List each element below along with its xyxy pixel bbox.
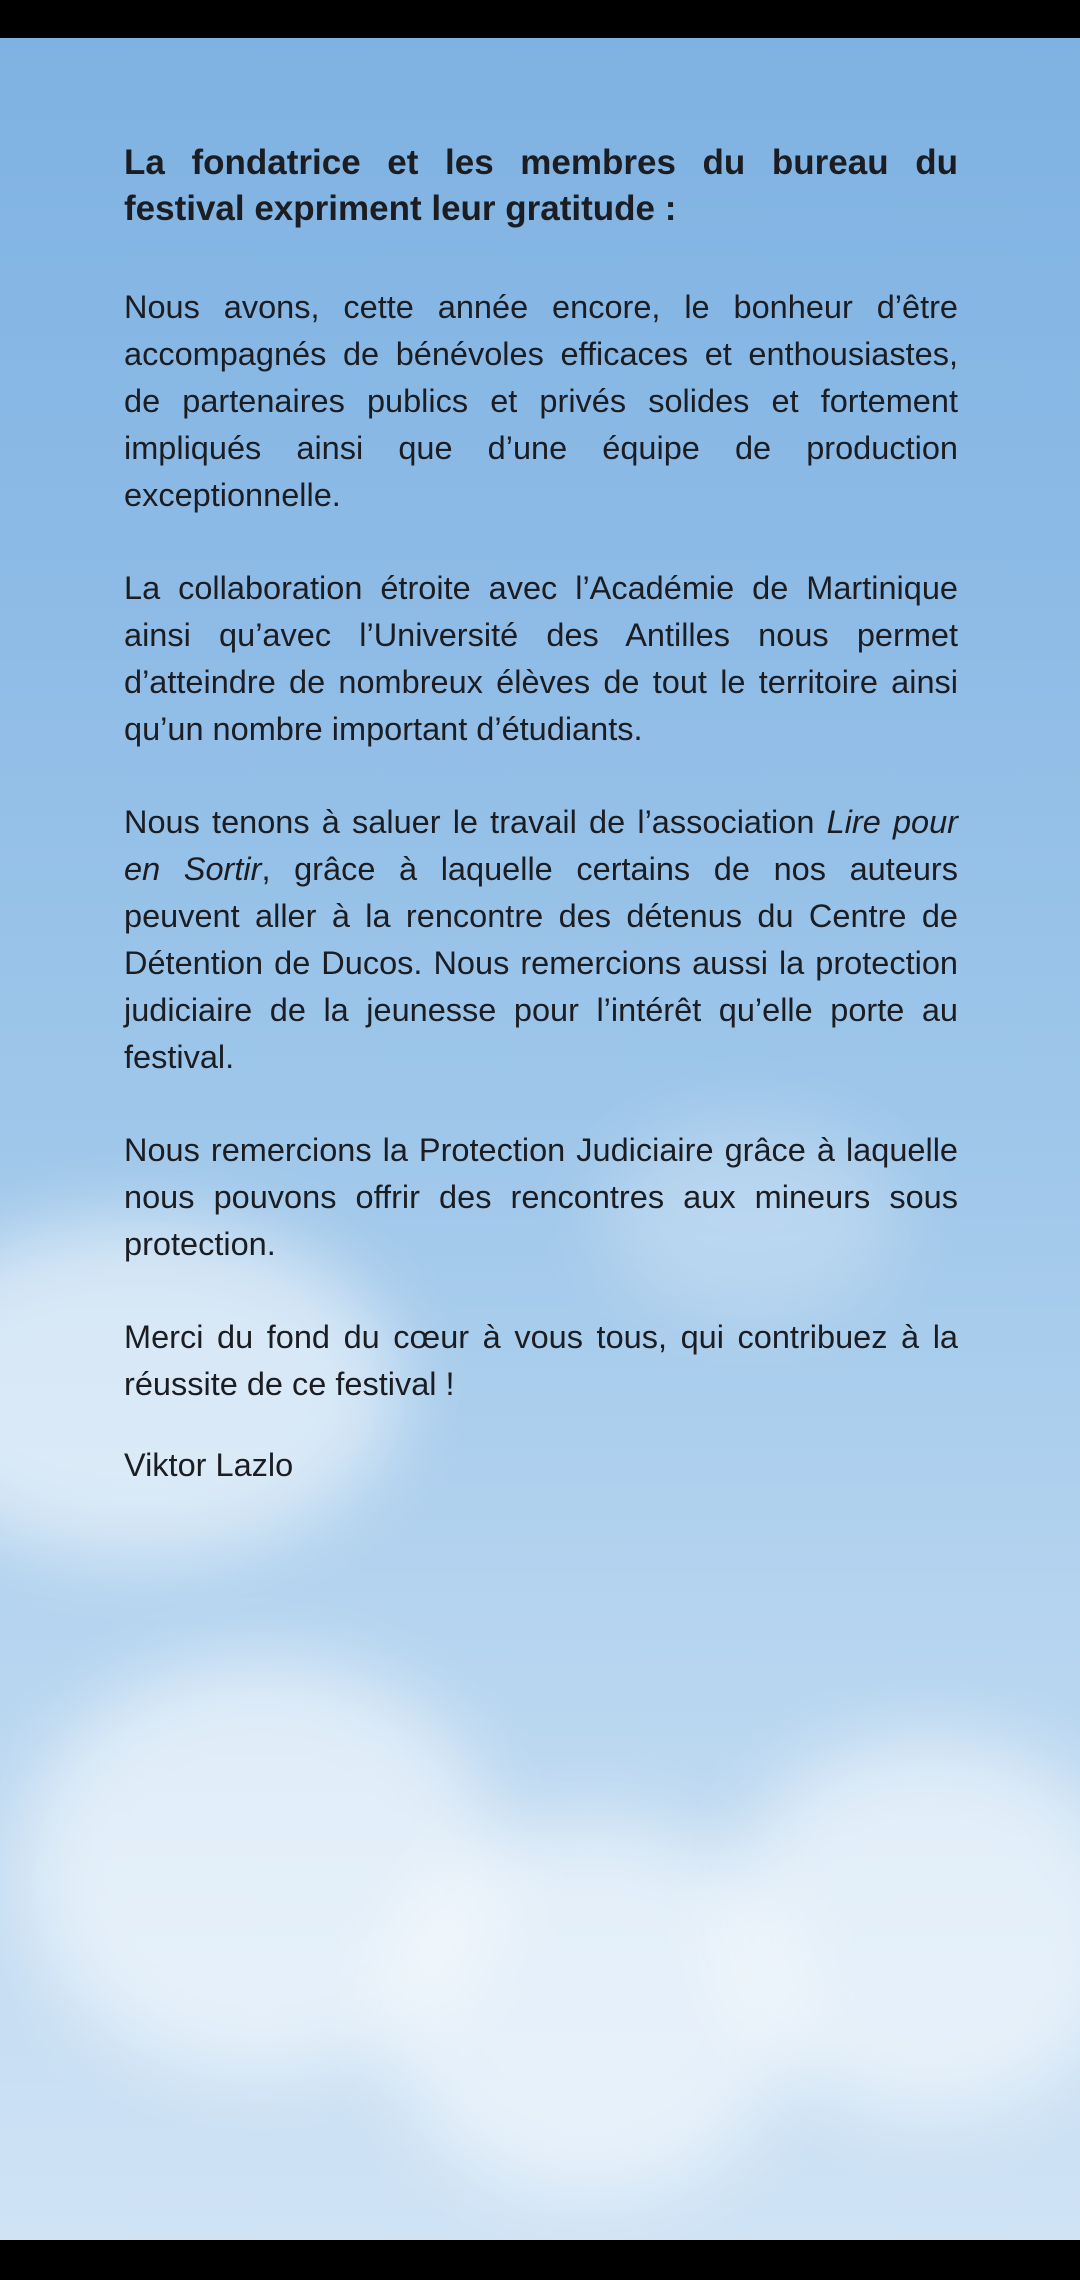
signature: Viktor Lazlo: [124, 1447, 294, 1483]
paragraph-volunteers: Nous avons, cette année encore, le bonheur d’être accompagnés de bénévoles efficaces et enthousiastes, de partenaires publics et privés solides et fortement impliqués ainsi que d’une équipe de production exceptionnelle.: [124, 289, 958, 513]
letter-content: [124, 140, 958, 1489]
sky-background-page: [0, 38, 1080, 2240]
paragraph-thanks: Merci du fond du cœur à vous tous, qui contribuez à la réussite de ce festival !: [124, 1319, 958, 1402]
paragraph-association-start: Nous tenons à saluer le travail de l’association: [124, 804, 827, 840]
paragraph-academy: La collaboration étroite avec l’Académie de Martinique ainsi qu’avec l’Université des Antilles nous permet d’atteindre de nombreux élèves de tout le territoire ainsi qu’un nombre important d’étudiants.: [124, 570, 958, 747]
navigation-bar: [0, 2240, 1080, 2280]
paragraph-association-end: , grâce à laquelle certains de nos auteurs peuvent aller à la rencontre des détenus du Centre de Détention de Ducos. Nous remercions aussi la protection judiciaire de la jeunesse pour l’intérêt qu’elle porte au festival.: [124, 851, 959, 1075]
association-name: Lire pour en Sortir: [124, 804, 958, 887]
letter-heading: La fondatrice et les membres du bureau du festival expriment leur gratitude :: [124, 143, 958, 228]
paragraph-protection: Nous remercions la Protection Judiciaire grâce à laquelle nous pouvons offrir des rencontres aux mineurs sous protection.: [124, 1132, 958, 1262]
paragraph-association: [124, 799, 958, 1081]
status-bar: [0, 0, 1080, 38]
